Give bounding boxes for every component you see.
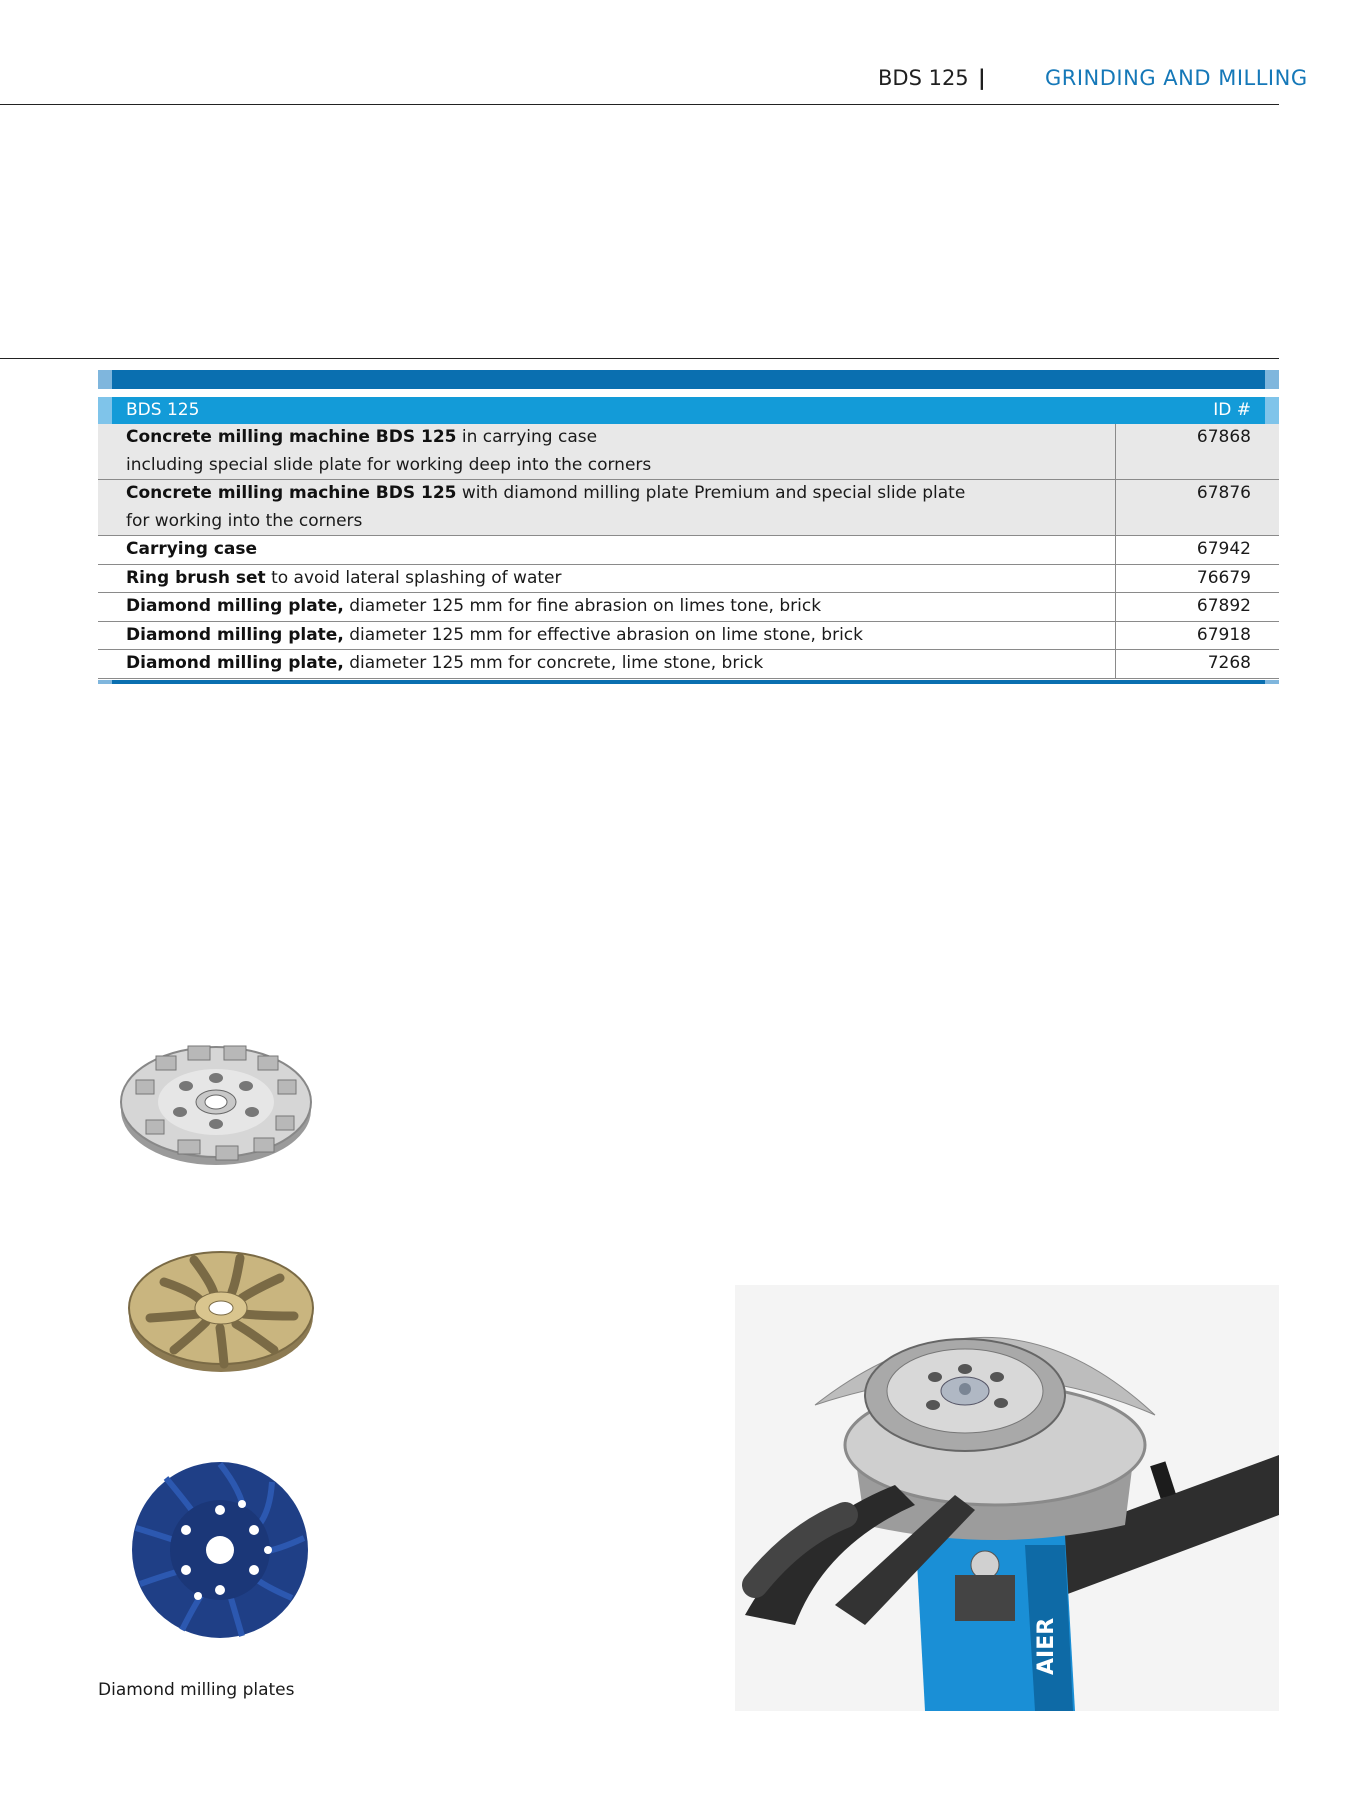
column-divider	[1115, 565, 1116, 593]
column-divider	[1115, 650, 1116, 678]
section-rule	[0, 358, 1279, 359]
row-item-name: Diamond milling plate,	[126, 624, 344, 645]
row-item-details: diameter 125 mm for concrete, lime stone, brick	[343, 653, 764, 673]
row-description	[98, 424, 1098, 479]
table-row	[98, 536, 1279, 565]
header-rule	[0, 104, 1279, 105]
row-description	[98, 536, 1098, 564]
table-id-header: ID #	[1213, 400, 1251, 420]
header-section-title: GRINDING AND MILLING	[1045, 66, 1308, 90]
row-item-name: Diamond milling plate,	[126, 596, 344, 616]
column-divider	[1115, 536, 1116, 564]
table-bottom-band	[98, 680, 1279, 684]
row-item-details: to avoid lateral splashing of water	[265, 567, 562, 588]
column-divider	[1115, 424, 1116, 479]
table-row	[98, 622, 1279, 651]
row-id: 67876	[1196, 483, 1251, 503]
row-id: 67892	[1196, 596, 1251, 616]
row-id: 67942	[1196, 539, 1251, 559]
diamond-plate-silver-image	[116, 1020, 316, 1172]
plates-caption: Diamond milling plates	[98, 1680, 295, 1700]
row-item-details-line2: including special slide plate for working deep into the corners	[126, 454, 652, 475]
row-description	[98, 650, 1098, 678]
row-item-details: diameter 125 mm for effective abrasion on lime stone, brick	[343, 624, 863, 645]
row-item-name: Diamond milling plate,	[126, 653, 344, 673]
table-body	[98, 424, 1279, 679]
column-divider	[1115, 593, 1116, 621]
row-item-name: Concrete milling machine BDS 125	[126, 427, 457, 447]
row-description	[98, 480, 1098, 535]
row-item-details: diameter 125 mm for fine abrasion on limes tone, brick	[343, 596, 822, 616]
row-item-details: with diamond milling plate Premium and special slide plate	[456, 483, 966, 503]
row-item-details-line2: for working into the corners	[126, 510, 363, 531]
row-item-name: Carrying case	[126, 539, 258, 559]
table-row	[98, 593, 1279, 622]
machine-brand-label: AIER	[1034, 1617, 1059, 1675]
column-divider	[1115, 480, 1116, 535]
row-description	[98, 622, 1098, 650]
table-row	[98, 480, 1279, 536]
row-id: 7268	[1207, 653, 1251, 673]
row-description	[98, 593, 1098, 621]
table-row	[98, 650, 1279, 679]
row-description	[98, 565, 1098, 593]
header-product: BDS 125	[878, 66, 969, 90]
table-title: BDS 125	[126, 400, 200, 420]
diamond-plate-gold-image	[124, 1232, 318, 1380]
row-id: 76679	[1196, 567, 1251, 588]
table-row	[98, 424, 1279, 480]
header-separator: |	[978, 66, 986, 90]
row-item-name: Ring brush set	[126, 567, 266, 588]
table-header-row	[98, 397, 1279, 424]
row-id: 67918	[1196, 624, 1251, 645]
column-divider	[1115, 622, 1116, 650]
row-item-details: in carrying case	[456, 427, 598, 447]
milling-machine-image	[735, 1285, 1279, 1711]
row-item-name: Concrete milling machine BDS 125	[126, 483, 457, 503]
product-table	[98, 397, 1279, 679]
table-top-band	[98, 370, 1279, 389]
row-id: 67868	[1196, 427, 1251, 447]
diamond-plate-blue-image	[122, 1452, 318, 1648]
table-row	[98, 565, 1279, 594]
